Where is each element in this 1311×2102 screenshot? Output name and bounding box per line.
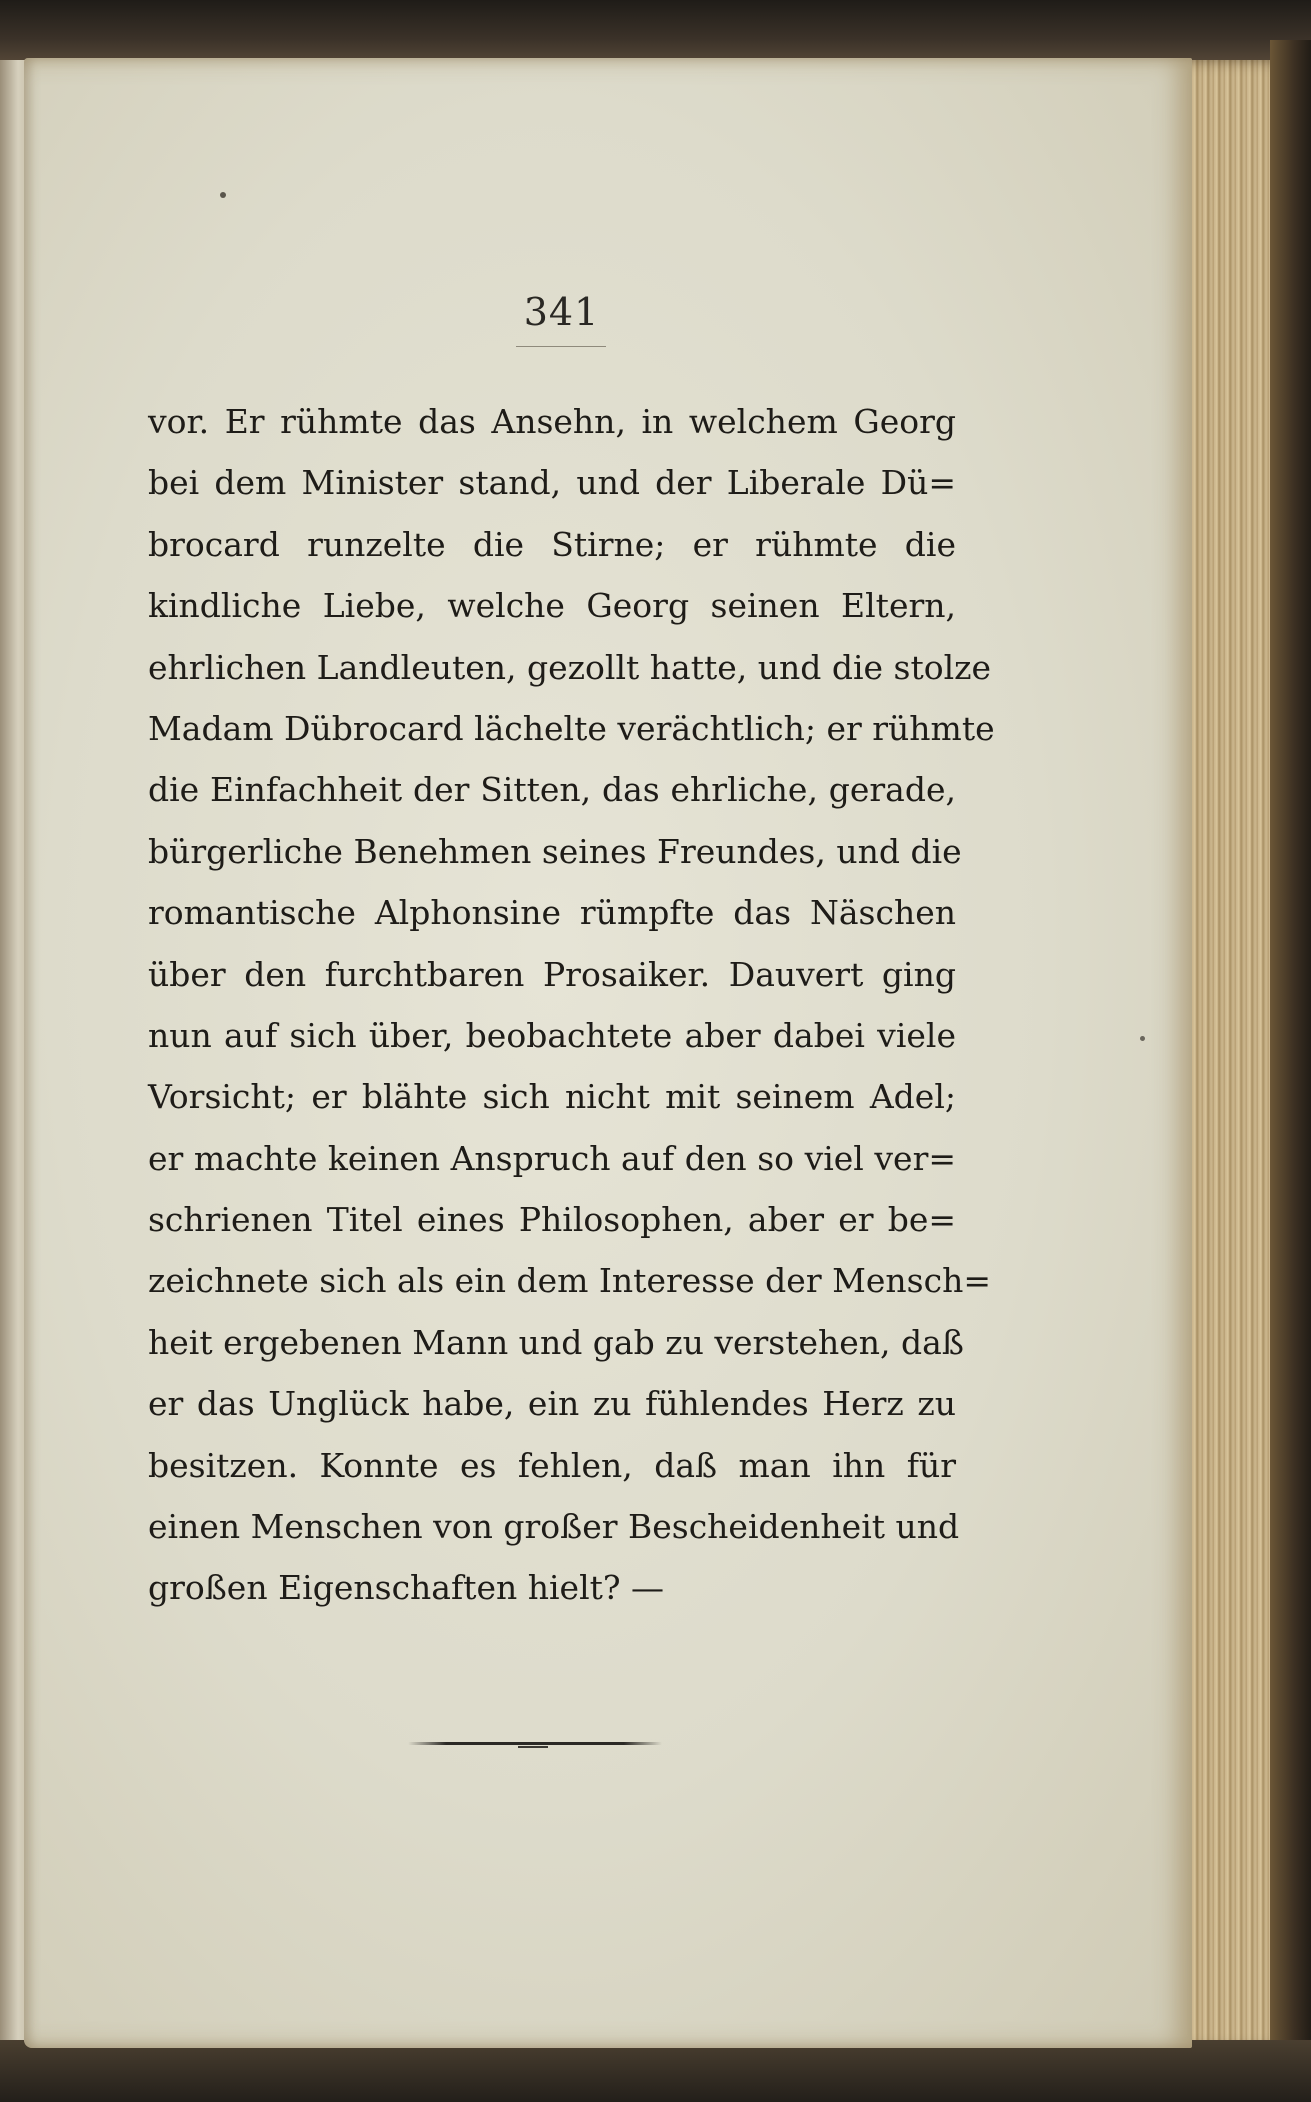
text-line: nun auf sich über, beobachtete aber dabei viele <box>148 1015 956 1055</box>
book-cover-right-edge <box>1270 40 1311 2102</box>
book-cover-bottom-edge <box>0 2040 1311 2102</box>
text-line: bürgerliche Benehmen seines Freundes, und die <box>148 831 962 871</box>
paper-speck <box>1140 1036 1145 1041</box>
text-line: er das Unglück habe, ein zu fühlendes Herz zu <box>148 1384 956 1424</box>
text-line: zeichnete sich als ein dem Interesse der Mensch= <box>148 1261 991 1301</box>
book-page <box>24 58 1192 2048</box>
text-line: Madam Dübrocard lächelte verächtlich; er rühmte <box>148 708 995 748</box>
text-line: er machte keinen Anspruch auf den so viel ver= <box>148 1138 956 1178</box>
page-number: 341 <box>523 290 600 334</box>
text-line: einen Menschen von großer Bescheidenheit und <box>148 1507 960 1547</box>
body-text <box>148 391 995 1619</box>
text-line: über den furchtbaren Prosaiker. Dauvert ging <box>148 954 956 994</box>
text-line: bei dem Minister stand, und der Liberale Dü= <box>148 463 956 503</box>
text-line: kindliche Liebe, welche Georg seinen Eltern, <box>148 586 956 626</box>
page-number-underline <box>516 346 606 347</box>
text-line: ehrlichen Landleuten, gezollt hatte, und die stolze <box>148 647 992 687</box>
section-end-rule-ornament <box>518 1746 548 1748</box>
section-end-rule <box>408 1742 662 1745</box>
text-line: die Einfachheit der Sitten, das ehrliche, gerade, <box>148 770 956 810</box>
text-line: brocard runzelte die Stirne; er rühmte die <box>148 524 956 564</box>
text-line: heit ergebenen Mann und gab zu verstehen, daß <box>148 1322 964 1362</box>
text-line: romantische Alphonsine rümpfte das Näschen <box>148 893 956 933</box>
paper-speck <box>220 192 226 198</box>
text-line: großen Eigenschaften hielt? — <box>148 1568 665 1608</box>
text-line: Vorsicht; er blähte sich nicht mit seinem Adel; <box>148 1077 956 1117</box>
text-line: besitzen. Konnte es fehlen, daß man ihn für <box>148 1445 956 1485</box>
text-line: schrienen Titel eines Philosophen, aber er be= <box>148 1200 956 1240</box>
book-cover-top-edge <box>0 0 1311 64</box>
text-line: vor. Er rühmte das Ansehn, in welchem Georg <box>148 402 956 441</box>
